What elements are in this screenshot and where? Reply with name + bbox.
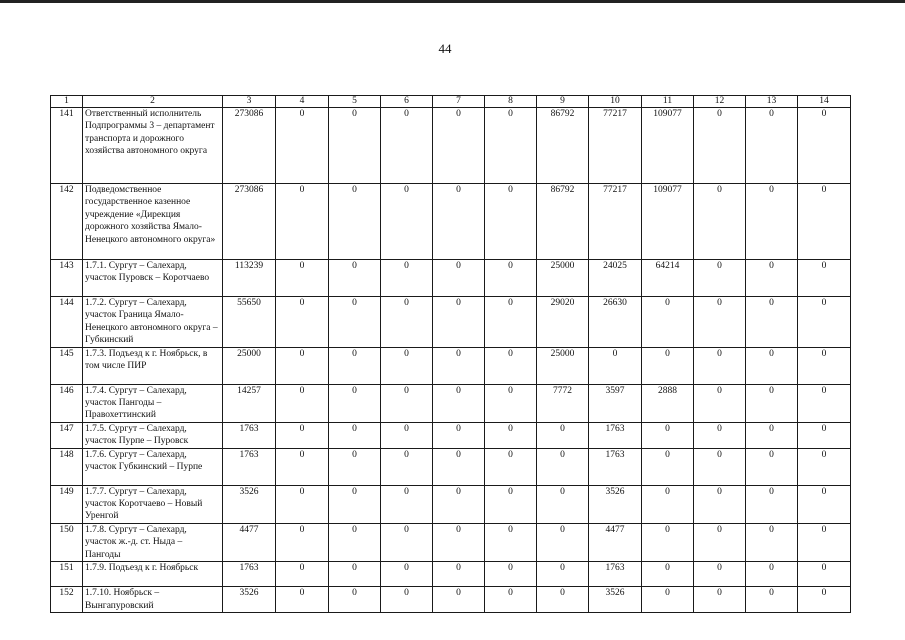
value-cell: 0 xyxy=(433,485,485,523)
value-cell: 109077 xyxy=(642,108,694,184)
column-header: 3 xyxy=(223,96,276,108)
value-cell: 0 xyxy=(276,485,329,523)
value-cell: 0 xyxy=(694,448,746,485)
value-cell: 0 xyxy=(798,347,851,384)
top-border-line xyxy=(0,0,905,3)
value-cell: 2888 xyxy=(642,384,694,422)
value-cell: 0 xyxy=(746,384,798,422)
value-cell: 0 xyxy=(746,422,798,448)
table-body xyxy=(51,108,851,613)
value-cell: 0 xyxy=(276,523,329,561)
row-number-cell: 143 xyxy=(51,260,83,297)
column-header: 2 xyxy=(83,96,223,108)
value-cell: 77217 xyxy=(589,184,642,260)
value-cell: 0 xyxy=(798,562,851,587)
value-cell: 0 xyxy=(381,448,433,485)
value-cell: 0 xyxy=(276,587,329,613)
value-cell: 1763 xyxy=(223,422,276,448)
value-cell: 0 xyxy=(276,384,329,422)
row-name-cell: 1.7.8. Сургут – Салехард, участок ж.-д. ст. Ныда – Пангоды xyxy=(83,523,223,561)
table-header-row xyxy=(51,96,851,108)
value-cell: 0 xyxy=(329,108,381,184)
value-cell: 0 xyxy=(537,587,589,613)
value-cell: 86792 xyxy=(537,184,589,260)
column-header: 11 xyxy=(642,96,694,108)
value-cell: 0 xyxy=(433,184,485,260)
value-cell: 0 xyxy=(746,448,798,485)
value-cell: 0 xyxy=(485,347,537,384)
value-cell: 0 xyxy=(746,108,798,184)
column-header: 8 xyxy=(485,96,537,108)
value-cell: 4477 xyxy=(589,523,642,561)
value-cell: 0 xyxy=(537,523,589,561)
value-cell: 0 xyxy=(537,448,589,485)
row-number-cell: 141 xyxy=(51,108,83,184)
value-cell: 0 xyxy=(276,297,329,348)
table-row xyxy=(51,297,851,348)
value-cell: 0 xyxy=(694,422,746,448)
value-cell: 0 xyxy=(276,184,329,260)
value-cell: 0 xyxy=(381,260,433,297)
value-cell: 0 xyxy=(329,562,381,587)
value-cell: 0 xyxy=(329,422,381,448)
value-cell: 0 xyxy=(276,562,329,587)
value-cell: 7772 xyxy=(537,384,589,422)
value-cell: 0 xyxy=(329,523,381,561)
value-cell: 0 xyxy=(485,523,537,561)
table-row xyxy=(51,384,851,422)
value-cell: 3526 xyxy=(223,587,276,613)
value-cell: 0 xyxy=(694,260,746,297)
value-cell: 0 xyxy=(276,260,329,297)
row-name-cell: Подведомственное государственное казенное учреждение «Дирекция дорожного хозяйства Ямало-Ненецкого автономного округа» xyxy=(83,184,223,260)
row-number-cell: 149 xyxy=(51,485,83,523)
row-name-cell: 1.7.4. Сургут – Салехард, участок Пангоды – Правохеттинский xyxy=(83,384,223,422)
value-cell: 0 xyxy=(433,448,485,485)
value-cell: 0 xyxy=(433,562,485,587)
value-cell: 113239 xyxy=(223,260,276,297)
column-header: 4 xyxy=(276,96,329,108)
value-cell: 0 xyxy=(694,108,746,184)
row-name-cell: 1.7.3. Подъезд к г. Ноябрьск, в том числе ПИР xyxy=(83,347,223,384)
value-cell: 86792 xyxy=(537,108,589,184)
table-row xyxy=(51,108,851,184)
row-name-cell: 1.7.7. Сургут – Салехард, участок Коротчаево – Новый Уренгой xyxy=(83,485,223,523)
value-cell: 0 xyxy=(433,347,485,384)
value-cell: 0 xyxy=(485,422,537,448)
table-row xyxy=(51,260,851,297)
value-cell: 0 xyxy=(329,384,381,422)
row-number-cell: 148 xyxy=(51,448,83,485)
value-cell: 3526 xyxy=(223,485,276,523)
value-cell: 0 xyxy=(642,587,694,613)
value-cell: 0 xyxy=(485,184,537,260)
value-cell: 273086 xyxy=(223,184,276,260)
column-header: 9 xyxy=(537,96,589,108)
value-cell: 24025 xyxy=(589,260,642,297)
value-cell: 0 xyxy=(329,347,381,384)
value-cell: 0 xyxy=(381,347,433,384)
value-cell: 0 xyxy=(329,260,381,297)
row-number-cell: 142 xyxy=(51,184,83,260)
value-cell: 0 xyxy=(798,184,851,260)
value-cell: 0 xyxy=(433,297,485,348)
value-cell: 0 xyxy=(381,297,433,348)
value-cell: 1763 xyxy=(589,448,642,485)
value-cell: 0 xyxy=(694,562,746,587)
value-cell: 0 xyxy=(433,108,485,184)
value-cell: 0 xyxy=(485,485,537,523)
value-cell: 0 xyxy=(642,347,694,384)
value-cell: 1763 xyxy=(223,562,276,587)
value-cell: 0 xyxy=(746,260,798,297)
value-cell: 25000 xyxy=(537,347,589,384)
value-cell: 0 xyxy=(381,485,433,523)
value-cell: 273086 xyxy=(223,108,276,184)
column-header: 10 xyxy=(589,96,642,108)
page-number: 44 xyxy=(438,41,452,56)
value-cell: 0 xyxy=(746,485,798,523)
value-cell: 0 xyxy=(433,384,485,422)
value-cell: 0 xyxy=(381,108,433,184)
value-cell: 0 xyxy=(276,108,329,184)
value-cell: 0 xyxy=(589,347,642,384)
value-cell: 0 xyxy=(694,184,746,260)
value-cell: 77217 xyxy=(589,108,642,184)
value-cell: 0 xyxy=(329,485,381,523)
value-cell: 0 xyxy=(433,523,485,561)
row-number-cell: 145 xyxy=(51,347,83,384)
value-cell: 0 xyxy=(381,562,433,587)
value-cell: 0 xyxy=(485,108,537,184)
value-cell: 0 xyxy=(798,260,851,297)
column-header: 6 xyxy=(381,96,433,108)
value-cell: 0 xyxy=(381,587,433,613)
row-name-cell: 1.7.9. Подъезд к г. Ноябрьск xyxy=(83,562,223,587)
column-header: 12 xyxy=(694,96,746,108)
value-cell: 0 xyxy=(798,587,851,613)
row-name-cell: 1.7.6. Сургут – Салехард, участок Губкинский – Пурпе xyxy=(83,448,223,485)
value-cell: 0 xyxy=(485,297,537,348)
value-cell: 0 xyxy=(694,384,746,422)
table-row xyxy=(51,523,851,561)
value-cell: 0 xyxy=(485,562,537,587)
value-cell: 64214 xyxy=(642,260,694,297)
table-row xyxy=(51,422,851,448)
row-name-cell: Ответственный исполнитель Подпрограммы 3 – департамент транспорта и дорожного хозяйства автономного округа xyxy=(83,108,223,184)
table-row xyxy=(51,587,851,613)
value-cell: 0 xyxy=(798,422,851,448)
value-cell: 0 xyxy=(746,562,798,587)
row-number-cell: 151 xyxy=(51,562,83,587)
value-cell: 0 xyxy=(485,384,537,422)
value-cell: 0 xyxy=(694,523,746,561)
value-cell: 109077 xyxy=(642,184,694,260)
value-cell: 0 xyxy=(798,108,851,184)
value-cell: 29020 xyxy=(537,297,589,348)
value-cell: 0 xyxy=(433,260,485,297)
value-cell: 1763 xyxy=(589,422,642,448)
column-header: 14 xyxy=(798,96,851,108)
row-number-cell: 150 xyxy=(51,523,83,561)
value-cell: 0 xyxy=(537,485,589,523)
row-name-cell: 1.7.2. Сургут – Салехард, участок Граница Ямало-Ненецкого автономного округа – Губкинский xyxy=(83,297,223,348)
column-header: 7 xyxy=(433,96,485,108)
value-cell: 0 xyxy=(746,587,798,613)
column-header: 13 xyxy=(746,96,798,108)
value-cell: 0 xyxy=(694,347,746,384)
row-number-cell: 144 xyxy=(51,297,83,348)
table-row xyxy=(51,184,851,260)
row-number-cell: 146 xyxy=(51,384,83,422)
value-cell: 0 xyxy=(381,384,433,422)
value-cell: 25000 xyxy=(537,260,589,297)
value-cell: 0 xyxy=(433,422,485,448)
value-cell: 0 xyxy=(276,422,329,448)
value-cell: 0 xyxy=(485,260,537,297)
value-cell: 0 xyxy=(642,297,694,348)
value-cell: 0 xyxy=(798,523,851,561)
value-cell: 0 xyxy=(694,297,746,348)
row-name-cell: 1.7.5. Сургут – Салехард, участок Пурпе – Пуровск xyxy=(83,422,223,448)
value-cell: 0 xyxy=(746,523,798,561)
value-cell: 0 xyxy=(798,384,851,422)
table-row xyxy=(51,485,851,523)
value-cell: 4477 xyxy=(223,523,276,561)
value-cell: 1763 xyxy=(589,562,642,587)
value-cell: 3597 xyxy=(589,384,642,422)
value-cell: 0 xyxy=(329,184,381,260)
value-cell: 0 xyxy=(642,562,694,587)
value-cell: 25000 xyxy=(223,347,276,384)
value-cell: 0 xyxy=(329,587,381,613)
value-cell: 0 xyxy=(381,422,433,448)
value-cell: 26630 xyxy=(589,297,642,348)
value-cell: 0 xyxy=(485,448,537,485)
value-cell: 0 xyxy=(694,587,746,613)
value-cell: 0 xyxy=(798,485,851,523)
row-name-cell: 1.7.10. Ноябрьск – Вынгапуровский xyxy=(83,587,223,613)
column-header: 1 xyxy=(51,96,83,108)
value-cell: 0 xyxy=(642,485,694,523)
value-cell: 1763 xyxy=(223,448,276,485)
value-cell: 0 xyxy=(329,297,381,348)
value-cell: 0 xyxy=(276,347,329,384)
value-cell: 14257 xyxy=(223,384,276,422)
table-row xyxy=(51,562,851,587)
table-row xyxy=(51,347,851,384)
budget-table xyxy=(50,95,851,613)
value-cell: 0 xyxy=(537,562,589,587)
value-cell: 3526 xyxy=(589,587,642,613)
value-cell: 0 xyxy=(276,448,329,485)
row-name-cell: 1.7.1. Сургут – Салехард, участок Пуровск – Коротчаево xyxy=(83,260,223,297)
value-cell: 0 xyxy=(798,297,851,348)
value-cell: 0 xyxy=(329,448,381,485)
value-cell: 0 xyxy=(746,297,798,348)
value-cell: 3526 xyxy=(589,485,642,523)
table-row xyxy=(51,448,851,485)
value-cell: 0 xyxy=(537,422,589,448)
row-number-cell: 147 xyxy=(51,422,83,448)
value-cell: 0 xyxy=(798,448,851,485)
value-cell: 0 xyxy=(746,347,798,384)
value-cell: 0 xyxy=(381,184,433,260)
value-cell: 0 xyxy=(433,587,485,613)
row-number-cell: 152 xyxy=(51,587,83,613)
value-cell: 0 xyxy=(746,184,798,260)
value-cell: 0 xyxy=(642,523,694,561)
value-cell: 0 xyxy=(485,587,537,613)
value-cell: 55650 xyxy=(223,297,276,348)
value-cell: 0 xyxy=(381,523,433,561)
column-header: 5 xyxy=(329,96,381,108)
value-cell: 0 xyxy=(694,485,746,523)
value-cell: 0 xyxy=(642,422,694,448)
value-cell: 0 xyxy=(642,448,694,485)
